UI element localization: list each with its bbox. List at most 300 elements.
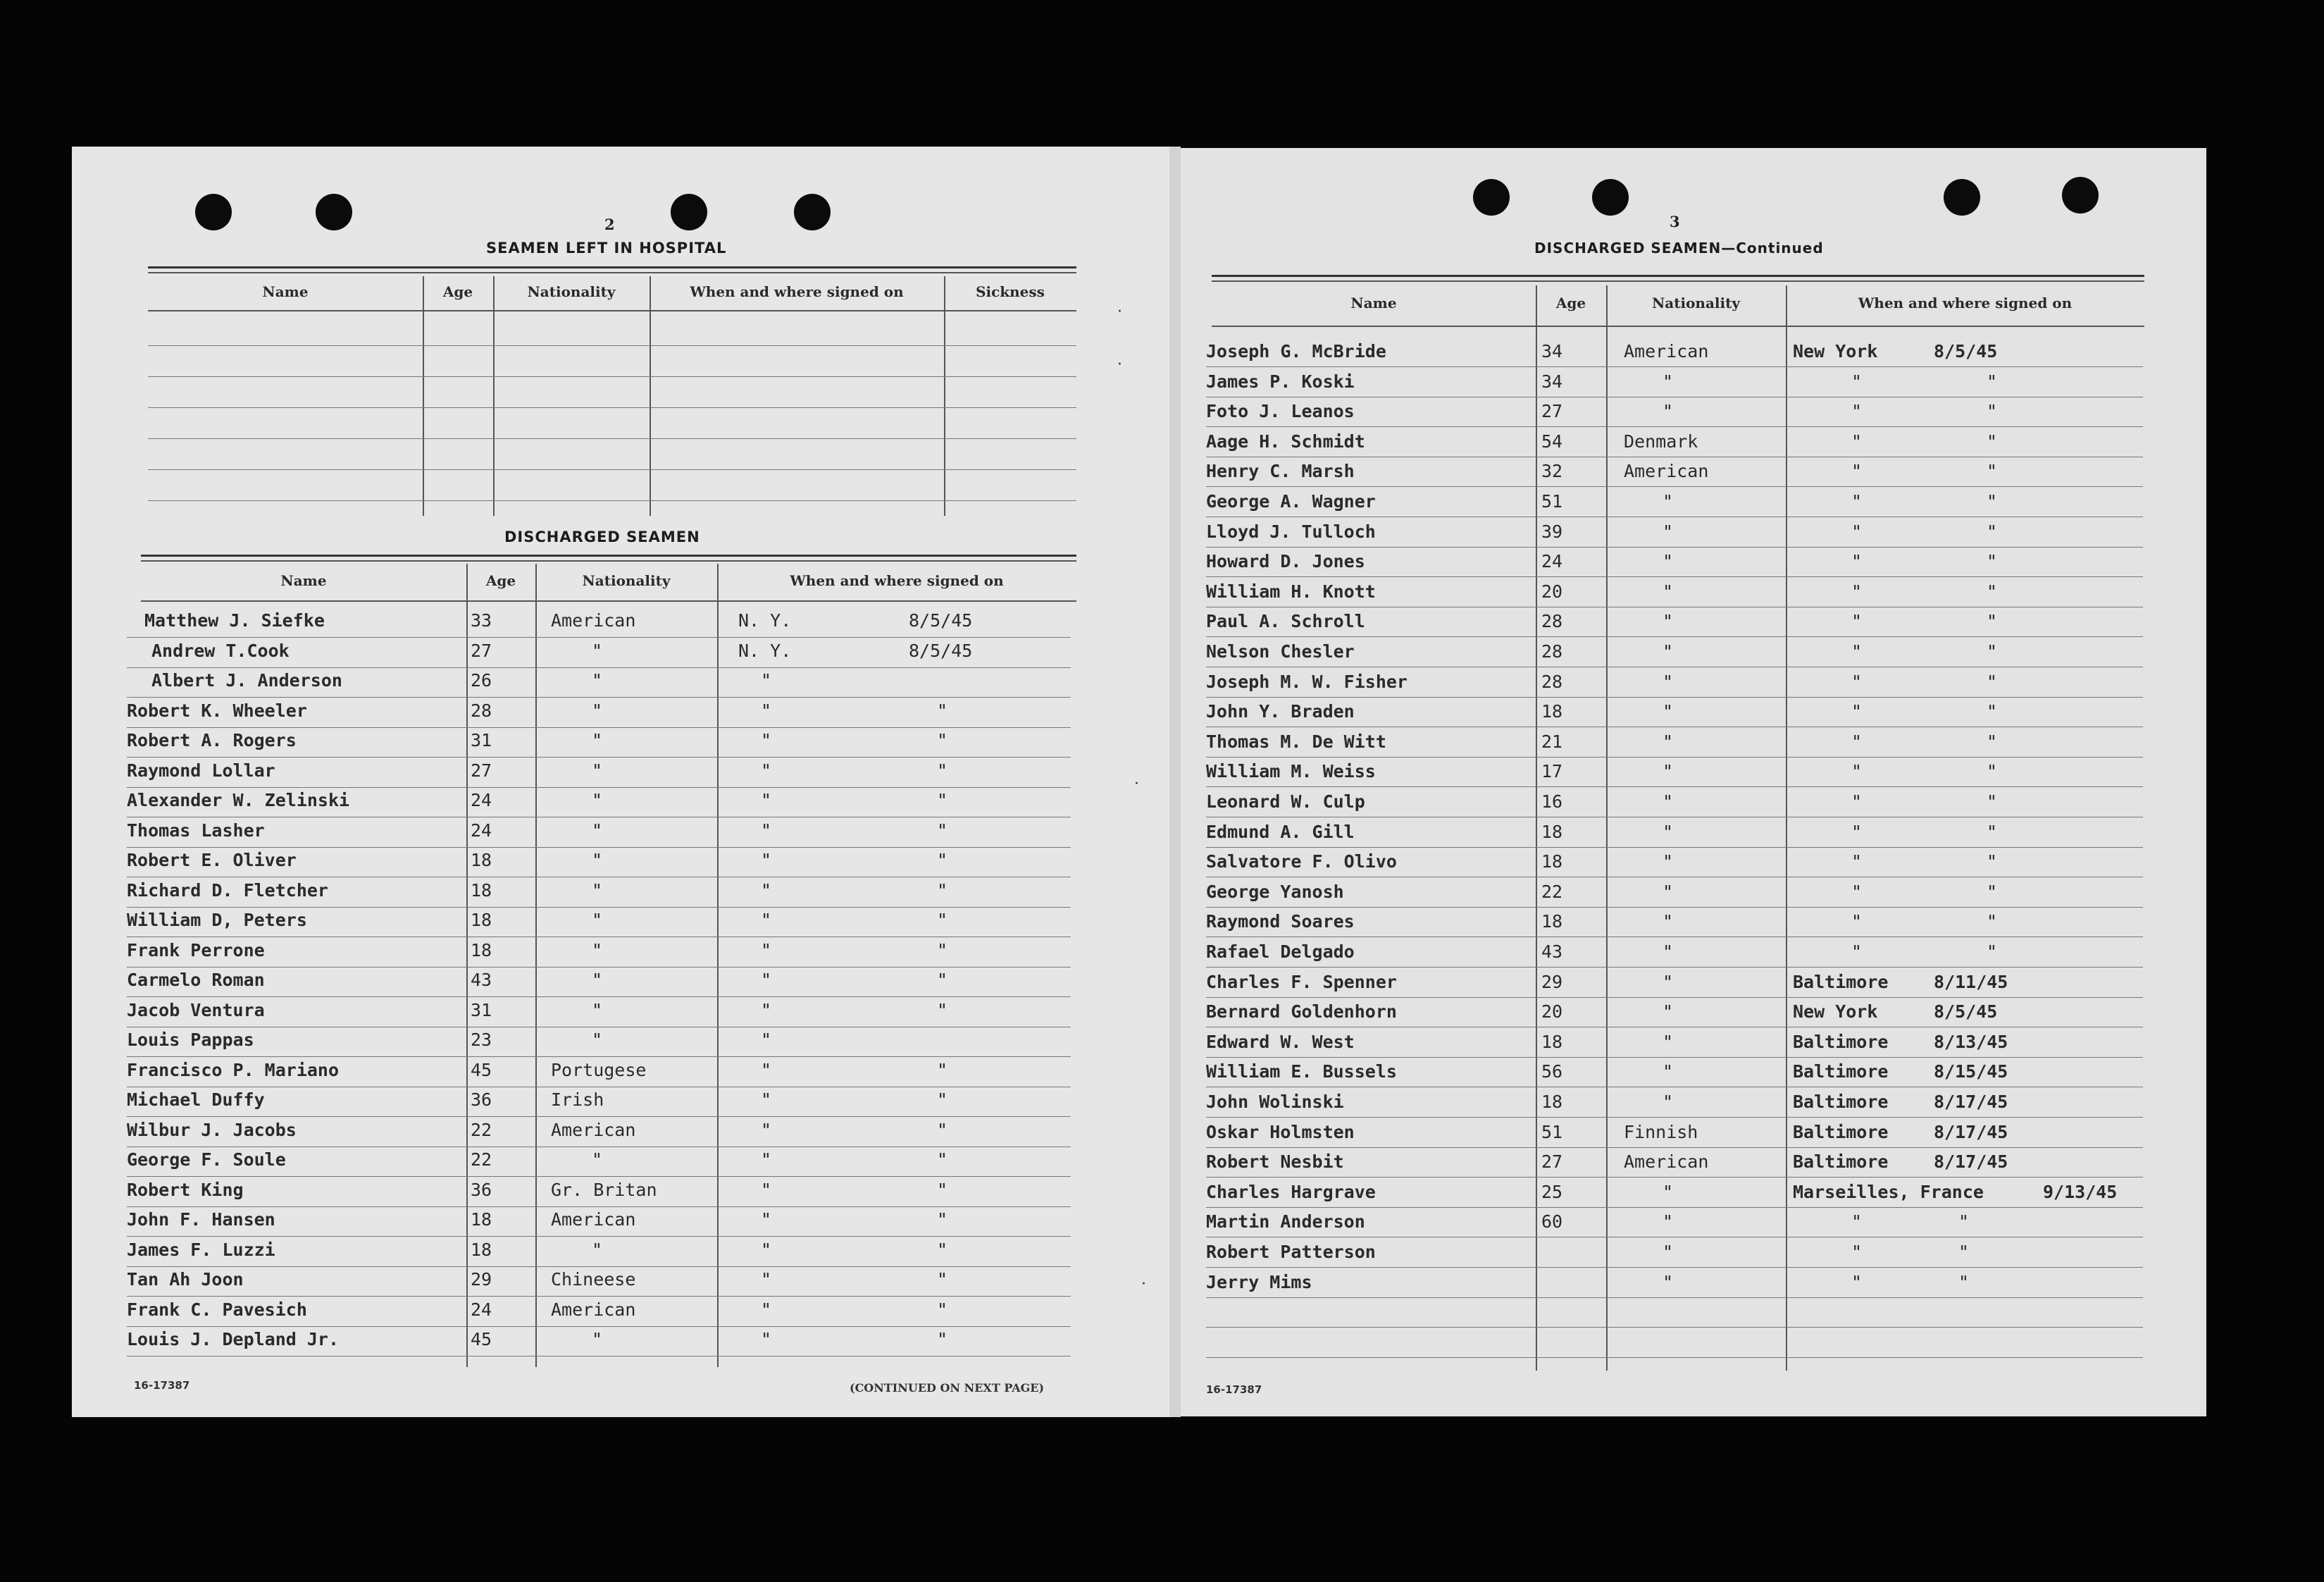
seaman-age: 56 — [1541, 1061, 1563, 1082]
column-header: Nationality — [582, 572, 671, 589]
seaman-age: 27 — [471, 760, 492, 781]
signed-on-date: " — [937, 1149, 948, 1170]
signed-on-place: " — [761, 1179, 772, 1200]
signed-on-place: " — [1851, 521, 1863, 542]
seaman-nationality: Finnish — [1624, 1121, 1698, 1142]
signed-on-place: " — [761, 1119, 772, 1140]
seaman-nationality: " — [592, 790, 603, 810]
column-divider — [1606, 285, 1608, 1371]
row-rule — [127, 996, 1071, 997]
seaman-name: Lloyd J. Tulloch — [1206, 521, 1376, 542]
signed-on-date: " — [937, 1299, 948, 1320]
seaman-age: 24 — [1541, 551, 1563, 572]
row-rule — [1206, 997, 2143, 998]
seaman-name: Carmelo Roman — [127, 970, 265, 990]
seaman-nationality: American — [551, 1209, 636, 1230]
seaman-nationality: American — [1624, 341, 1709, 361]
seaman-nationality: " — [1663, 491, 1674, 512]
signed-on-place: " — [1851, 791, 1863, 812]
seaman-nationality: " — [1663, 401, 1674, 422]
page-gutter — [1169, 147, 1181, 1417]
seaman-age: 22 — [1541, 881, 1563, 902]
column-divider — [1786, 285, 1787, 1371]
seaman-nationality: " — [1663, 1242, 1674, 1262]
seaman-age: 28 — [471, 700, 492, 721]
row-rule — [1206, 1147, 2143, 1148]
row-rule — [127, 727, 1071, 728]
seaman-nationality: " — [1663, 821, 1674, 842]
seaman-name: Robert A. Rogers — [127, 730, 297, 750]
signed-on-date: " — [1987, 551, 1998, 572]
signed-on-place: Baltimore — [1793, 1121, 1889, 1142]
signed-on-date: 8/5/45 — [909, 640, 973, 661]
seaman-age: 27 — [1541, 1151, 1563, 1173]
seaman-age: 24 — [471, 1299, 492, 1320]
signed-on-date: 8/17/45 — [1934, 1151, 2008, 1173]
seaman-name: Tan Ah Joon — [127, 1269, 244, 1290]
seaman-age: 45 — [471, 1329, 492, 1349]
column-header: Sickness — [976, 283, 1045, 300]
seaman-age: 18 — [471, 850, 492, 870]
column-divider — [944, 276, 945, 516]
seaman-age: 31 — [471, 999, 492, 1020]
seaman-name: Oskar Holmsten — [1206, 1121, 1355, 1142]
row-rule — [1206, 1357, 2143, 1358]
seaman-nationality: " — [592, 820, 603, 841]
seaman-name: James F. Luzzi — [127, 1239, 275, 1260]
seaman-age: 54 — [1541, 431, 1563, 452]
signed-on-place: " — [761, 1149, 772, 1170]
signed-on-place: " — [1851, 851, 1863, 872]
seaman-age: 29 — [471, 1269, 492, 1290]
row-rule — [1206, 1267, 2143, 1268]
row-rule — [1206, 907, 2143, 908]
signed-on-date: " — [1987, 911, 1998, 932]
seaman-name: Frank Perrone — [127, 939, 265, 960]
seaman-age: 31 — [471, 730, 492, 750]
seaman-nationality: " — [1663, 521, 1674, 542]
signed-on-place: " — [761, 1329, 772, 1349]
seaman-age: 51 — [1541, 1121, 1563, 1142]
column-header: Name — [1350, 295, 1397, 311]
seaman-nationality: Irish — [551, 1089, 604, 1110]
seaman-name: Robert Nesbit — [1206, 1151, 1344, 1173]
rule — [148, 266, 1076, 268]
seaman-nationality: " — [1663, 641, 1674, 662]
seaman-name: Michael Duffy — [127, 1089, 265, 1110]
signed-on-place: " — [761, 910, 772, 930]
signed-on-date: " — [1987, 521, 1998, 542]
seaman-nationality: " — [1663, 1031, 1674, 1052]
signed-on-date: " — [1958, 1211, 1970, 1232]
seaman-age: 34 — [1541, 341, 1563, 361]
row-rule — [1206, 1297, 2143, 1298]
seaman-nationality: " — [592, 999, 603, 1020]
row-rule — [127, 1326, 1071, 1327]
seaman-nationality: " — [592, 1149, 603, 1170]
signed-on-date: " — [1987, 671, 1998, 692]
seaman-name: Robert K. Wheeler — [127, 700, 307, 721]
signed-on-place: " — [761, 999, 772, 1020]
seaman-name: Henry C. Marsh — [1206, 461, 1355, 482]
signed-on-date: " — [937, 700, 948, 721]
seaman-age: 25 — [1541, 1181, 1563, 1202]
seaman-age: 20 — [1541, 581, 1563, 602]
column-divider — [650, 276, 651, 516]
signed-on-place: " — [1851, 551, 1863, 572]
seaman-name: James P. Koski — [1206, 371, 1355, 392]
row-rule — [127, 1116, 1071, 1117]
seaman-name: Aage H. Schmidt — [1206, 431, 1365, 452]
seaman-age: 17 — [1541, 761, 1563, 782]
seaman-age: 51 — [1541, 491, 1563, 512]
seaman-age: 18 — [1541, 701, 1563, 722]
seaman-nationality: " — [592, 670, 603, 691]
column-header: Age — [442, 283, 473, 300]
signed-on-date: " — [1987, 431, 1998, 452]
seaman-age: 22 — [471, 1119, 492, 1140]
signed-on-place: " — [1851, 461, 1863, 482]
seaman-name: Salvatore F. Olivo — [1206, 851, 1397, 872]
signed-on-place: " — [761, 1030, 772, 1050]
column-header: When and where signed on — [790, 572, 1004, 589]
signed-on-date: " — [937, 970, 948, 990]
row-rule — [127, 1266, 1071, 1267]
seaman-name: Howard D. Jones — [1206, 551, 1365, 572]
row-rule — [1206, 1117, 2143, 1118]
seaman-nationality: " — [592, 700, 603, 721]
signed-on-date: " — [1987, 731, 1998, 752]
seaman-nationality: American — [1624, 461, 1709, 482]
seaman-age: 16 — [1541, 791, 1563, 812]
seaman-nationality: " — [1663, 551, 1674, 572]
signed-on-date: " — [937, 1179, 948, 1200]
seaman-name: Jacob Ventura — [127, 999, 265, 1020]
signed-on-date: " — [937, 1269, 948, 1290]
signed-on-date: " — [1987, 461, 1998, 482]
signed-on-date: 9/13/45 — [2043, 1181, 2118, 1202]
seaman-age: 22 — [471, 1149, 492, 1170]
row-rule — [127, 847, 1071, 848]
signed-on-place: " — [761, 879, 772, 901]
signed-on-place: " — [761, 820, 772, 841]
seaman-nationality: " — [592, 1329, 603, 1349]
seaman-name: Robert E. Oliver — [127, 850, 297, 870]
column-divider — [535, 564, 537, 1367]
row-rule — [1206, 1207, 2143, 1208]
seaman-nationality: " — [1663, 1211, 1674, 1232]
stray-mark: · — [1117, 356, 1122, 373]
seaman-nationality: " — [1663, 761, 1674, 782]
row-rule — [127, 787, 1071, 788]
seaman-nationality: " — [1663, 671, 1674, 692]
seaman-age: 33 — [471, 610, 492, 631]
row-rule — [127, 967, 1071, 968]
seaman-name: Raymond Lollar — [127, 760, 275, 781]
signed-on-date: " — [937, 760, 948, 781]
column-divider — [493, 276, 495, 516]
seaman-nationality: " — [1663, 701, 1674, 722]
signed-on-date: " — [1987, 881, 1998, 902]
seaman-nationality: Gr. Britan — [551, 1179, 657, 1200]
signed-on-place: " — [761, 1059, 772, 1080]
signed-on-place: " — [761, 670, 772, 691]
seaman-nationality: " — [1663, 881, 1674, 902]
seaman-age: 28 — [1541, 611, 1563, 632]
signed-on-place: " — [1851, 911, 1863, 932]
column-header: Nationality — [1652, 295, 1740, 311]
seaman-age: 60 — [1541, 1211, 1563, 1232]
signed-on-place: " — [1851, 821, 1863, 842]
row-rule — [127, 1236, 1071, 1237]
signed-on-place: " — [1851, 731, 1863, 752]
row-rule — [148, 469, 1076, 470]
signed-on-place: " — [761, 970, 772, 990]
signed-on-date: " — [937, 999, 948, 1020]
seaman-name: George F. Soule — [127, 1149, 286, 1170]
row-rule — [127, 907, 1071, 908]
signed-on-place: " — [1851, 371, 1863, 392]
seaman-nationality: Denmark — [1624, 431, 1698, 452]
seaman-name: Edmund A. Gill — [1206, 821, 1355, 842]
seaman-age: 18 — [471, 879, 492, 901]
seaman-nationality: " — [1663, 371, 1674, 392]
column-header: When and where signed on — [690, 283, 904, 300]
punch-hole — [195, 194, 232, 230]
seaman-age: 18 — [471, 910, 492, 930]
row-rule — [1206, 967, 2143, 968]
signed-on-place: " — [761, 1269, 772, 1290]
signed-on-date: " — [937, 850, 948, 870]
row-rule — [127, 757, 1071, 758]
signed-on-date: " — [1987, 371, 1998, 392]
signed-on-place: Baltimore — [1793, 1061, 1889, 1082]
seaman-age: 27 — [1541, 401, 1563, 422]
column-header: When and where signed on — [1858, 295, 2073, 311]
row-rule — [127, 1056, 1071, 1057]
signed-on-place: " — [761, 939, 772, 960]
seaman-name: Rafael Delgado — [1206, 941, 1355, 962]
row-rule — [1206, 757, 2143, 758]
signed-on-date: " — [1987, 581, 1998, 602]
signed-on-place: New York — [1793, 341, 1878, 361]
signed-on-date: " — [937, 790, 948, 810]
page-number-right: 3 — [1670, 213, 1680, 230]
row-rule — [1206, 547, 2143, 548]
seaman-name: Robert King — [127, 1179, 244, 1200]
signed-on-place: " — [1851, 491, 1863, 512]
seaman-nationality: " — [1663, 1181, 1674, 1202]
signed-on-date: " — [937, 939, 948, 960]
signed-on-place: New York — [1793, 1001, 1878, 1022]
seaman-name: Matthew J. Siefke — [144, 610, 325, 631]
row-rule — [148, 500, 1076, 501]
signed-on-place: N. Y. — [738, 610, 792, 631]
seaman-name: Wilbur J. Jacobs — [127, 1119, 297, 1140]
continued-section-title: DISCHARGED SEAMEN—Continued — [1534, 240, 1824, 257]
signed-on-place: " — [761, 1299, 772, 1320]
seaman-nationality: Chineese — [551, 1269, 636, 1290]
seaman-age: 21 — [1541, 731, 1563, 752]
seaman-name: William M. Weiss — [1206, 761, 1376, 782]
row-rule — [127, 667, 1071, 668]
seaman-age: 28 — [1541, 671, 1563, 692]
signed-on-date: " — [937, 879, 948, 901]
row-rule — [1206, 486, 2143, 487]
seaman-name: Albert J. Anderson — [151, 670, 342, 691]
seaman-age: 18 — [1541, 1031, 1563, 1052]
signed-on-place: " — [761, 1239, 772, 1260]
signed-on-place: " — [1851, 1211, 1863, 1232]
signed-on-place: Baltimore — [1793, 1031, 1889, 1052]
seaman-name: Bernard Goldenhorn — [1206, 1001, 1397, 1022]
seaman-name: Charles F. Spenner — [1206, 971, 1397, 992]
punch-hole — [2062, 177, 2099, 214]
seaman-name: John F. Hansen — [127, 1209, 275, 1230]
row-rule — [127, 1356, 1071, 1357]
row-rule — [1206, 576, 2143, 577]
rule — [141, 555, 1076, 557]
signed-on-date: 8/11/45 — [1934, 971, 2008, 992]
signed-on-place: " — [761, 1209, 772, 1230]
signed-on-date: " — [937, 1089, 948, 1110]
seaman-name: John Y. Braden — [1206, 701, 1355, 722]
seaman-nationality: " — [592, 879, 603, 901]
seaman-age: 24 — [471, 820, 492, 841]
seaman-name: Jerry Mims — [1206, 1271, 1312, 1292]
seaman-nationality: " — [1663, 611, 1674, 632]
signed-on-date: " — [1987, 401, 1998, 422]
signed-on-date: " — [1987, 701, 1998, 722]
signed-on-date: 8/17/45 — [1934, 1121, 2008, 1142]
seaman-nationality: " — [1663, 911, 1674, 932]
punch-hole — [1944, 179, 1980, 216]
signed-on-date: " — [1987, 761, 1998, 782]
seaman-age: 39 — [1541, 521, 1563, 542]
row-rule — [127, 637, 1071, 638]
row-rule — [148, 438, 1076, 439]
seaman-name: Alexander W. Zelinski — [127, 790, 350, 810]
rule — [148, 272, 1076, 273]
continued-note: (CONTINUED ON NEXT PAGE) — [850, 1381, 1045, 1395]
signed-on-place: " — [1851, 581, 1863, 602]
seaman-age: 34 — [1541, 371, 1563, 392]
row-rule — [127, 1176, 1071, 1177]
seaman-nationality: " — [592, 1030, 603, 1050]
signed-on-place: " — [1851, 701, 1863, 722]
signed-on-place: Baltimore — [1793, 1151, 1889, 1173]
seaman-age: 18 — [471, 1209, 492, 1230]
seaman-age: 36 — [471, 1089, 492, 1110]
signed-on-date: 8/13/45 — [1934, 1031, 2008, 1052]
signed-on-place: " — [1851, 611, 1863, 632]
seaman-age: 43 — [471, 970, 492, 990]
row-rule — [148, 345, 1076, 346]
seaman-nationality: " — [1663, 791, 1674, 812]
seaman-nationality: American — [551, 610, 636, 631]
signed-on-place: " — [1851, 641, 1863, 662]
seaman-nationality: " — [592, 760, 603, 781]
seaman-name: Joseph M. W. Fisher — [1206, 671, 1408, 692]
signed-on-date: " — [1987, 611, 1998, 632]
hospital-section-title: SEAMEN LEFT IN HOSPITAL — [486, 240, 727, 257]
signed-on-date: " — [937, 730, 948, 750]
seaman-name: Joseph G. McBride — [1206, 341, 1386, 361]
signed-on-date: " — [937, 910, 948, 930]
signed-on-place: " — [761, 850, 772, 870]
row-rule — [148, 407, 1076, 408]
signed-on-date: " — [937, 1059, 948, 1080]
signed-on-date: " — [937, 820, 948, 841]
seaman-nationality: " — [592, 1239, 603, 1260]
signed-on-place: " — [761, 760, 772, 781]
seaman-name: Foto J. Leanos — [1206, 401, 1355, 422]
seaman-name: Thomas M. De Witt — [1206, 731, 1386, 752]
column-divider — [466, 564, 468, 1367]
seaman-name: Raymond Soares — [1206, 911, 1355, 932]
seaman-age: 26 — [471, 670, 492, 691]
signed-on-date: " — [1958, 1271, 1970, 1292]
rule — [1212, 275, 2144, 277]
row-rule — [1206, 847, 2143, 848]
row-rule — [1206, 366, 2143, 367]
seaman-nationality: " — [1663, 941, 1674, 962]
seaman-name: Louis Pappas — [127, 1030, 254, 1050]
row-rule — [1206, 786, 2143, 787]
seaman-nationality: American — [551, 1119, 636, 1140]
seaman-nationality: " — [1663, 971, 1674, 992]
seaman-name: William E. Bussels — [1206, 1061, 1397, 1082]
signed-on-place: N. Y. — [738, 640, 792, 661]
row-rule — [1206, 1327, 2143, 1328]
signed-on-place: " — [1851, 671, 1863, 692]
seaman-age: 36 — [471, 1179, 492, 1200]
signed-on-place: " — [1851, 941, 1863, 962]
seaman-name: John Wolinski — [1206, 1092, 1344, 1112]
signed-on-place: " — [761, 730, 772, 750]
row-rule — [127, 1296, 1071, 1297]
seaman-nationality: " — [1663, 581, 1674, 602]
row-rule — [1206, 1057, 2143, 1058]
seaman-nationality: " — [1663, 1271, 1674, 1292]
seaman-age: 18 — [1541, 851, 1563, 872]
seaman-age: 29 — [1541, 971, 1563, 992]
seaman-nationality: " — [1663, 1061, 1674, 1082]
row-rule — [127, 1206, 1071, 1207]
signed-on-date: 8/5/45 — [909, 610, 973, 631]
seaman-nationality: American — [551, 1299, 636, 1320]
seaman-name: Francisco P. Mariano — [127, 1059, 340, 1080]
seaman-name: George A. Wagner — [1206, 491, 1376, 512]
row-rule — [1206, 426, 2143, 427]
signed-on-place: Marseilles, France — [1793, 1181, 1984, 1202]
row-rule — [1206, 697, 2143, 698]
form-number-right: 16-17387 — [1206, 1383, 1262, 1396]
column-header: Name — [262, 283, 309, 300]
seaman-name: Charles Hargrave — [1206, 1181, 1376, 1202]
column-header: Name — [280, 572, 327, 589]
punch-hole — [316, 194, 352, 230]
row-rule — [127, 697, 1071, 698]
seaman-name: Andrew T.Cook — [151, 640, 290, 661]
signed-on-place: Baltimore — [1793, 971, 1889, 992]
column-header: Age — [1555, 295, 1586, 311]
signed-on-place: " — [1851, 1271, 1863, 1292]
punch-hole — [671, 194, 707, 230]
seaman-age: 45 — [471, 1059, 492, 1080]
row-rule — [1206, 636, 2143, 637]
seaman-name: Louis J. Depland Jr. — [127, 1329, 340, 1349]
